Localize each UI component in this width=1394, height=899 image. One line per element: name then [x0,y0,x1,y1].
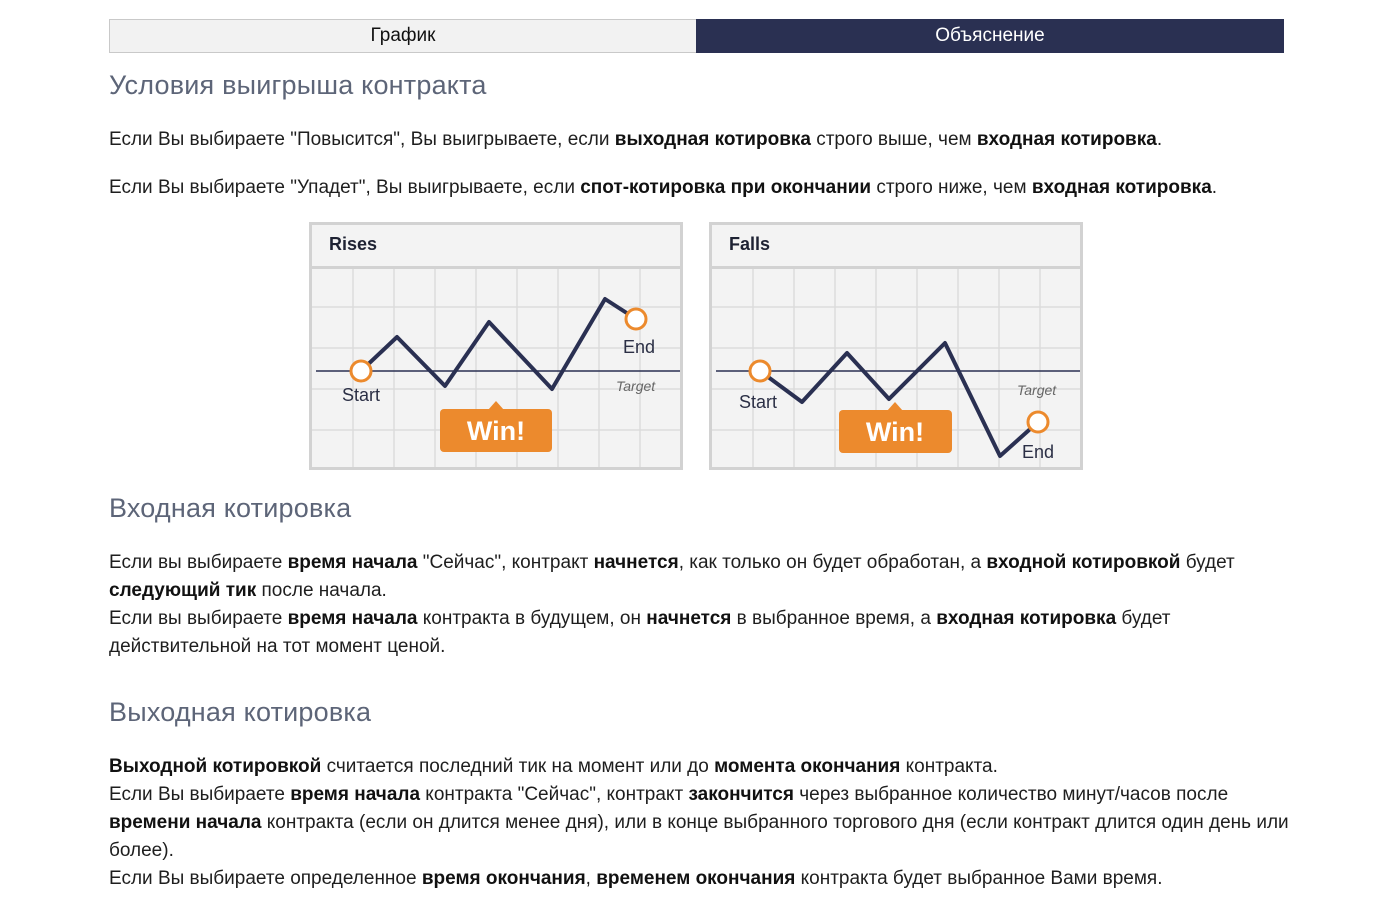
entry-spot-heading: Входная котировка [109,493,352,523]
falls-win-text: Win! [865,417,925,447]
exit-spot-end-time-text: Если Вы выбираете определенное время окончания, временем окончания контракта будет выбранное Вами время. [109,868,1163,889]
rises-end-marker [626,309,646,329]
rises-win-text: Win! [466,416,526,446]
rises-target-label: Target [616,378,656,394]
entry-spot-future-text: Если вы выбираете время начала контракта в будущем, он начнется в выбранное время, а входная котировка будет действительной на тот момент ценой. [109,608,1171,657]
rises-win-badge [440,401,552,452]
falls-illustration [709,222,1083,470]
falls-start-label: Start [739,392,778,412]
exit-spot-definition-text: Выходной котировкой считается последний тик на момент или до момента окончания контракта. [109,756,998,777]
tab-explanation[interactable]: Объяснение [696,19,1284,53]
rises-start-marker [351,361,371,381]
falls-title: Falls [729,234,771,254]
falls-header [712,225,1080,269]
win-conditions-heading: Условия выигрыша контракта [109,70,487,100]
rises-price-line [361,299,636,389]
falls-win-badge [839,402,952,453]
exit-spot-heading: Выходная котировка [109,697,372,727]
tab-bar [109,19,1284,53]
rises-title: Rises [329,234,378,254]
falls-end-label: End [1022,442,1055,462]
rises-illustration [309,222,683,470]
rises-start-label: Start [342,385,381,405]
rise-condition-text: Если Вы выбираете "Повысится", Вы выигрываете, если выходная котировка строго выше, чем входная котировка. [109,129,1163,150]
falls-target-label: Target [1017,382,1057,398]
rises-end-label: End [623,337,656,357]
fall-condition-text: Если Вы выбираете "Упадет", Вы выигрываете, если спот-котировка при окончании строго ниже, чем входная котировка. [109,177,1218,198]
falls-end-marker [1028,412,1048,432]
rises-header [312,225,680,269]
tab-chart[interactable]: График [109,19,696,53]
falls-start-marker [750,361,770,381]
entry-spot-now-text: Если вы выбираете время начала "Сейчас", контракт начнется, как только он будет обработан, а входной котировкой будет следующий тик после начала. [109,552,1235,601]
exit-spot-now-text: Если Вы выбираете время начала контракта "Сейчас", контракт закончится через выбранное количество минут/часов после времени начала контракта (если он длится менее дня), или в конце выбранного торгового дня (если контракт длится один день или более). [109,784,1289,861]
